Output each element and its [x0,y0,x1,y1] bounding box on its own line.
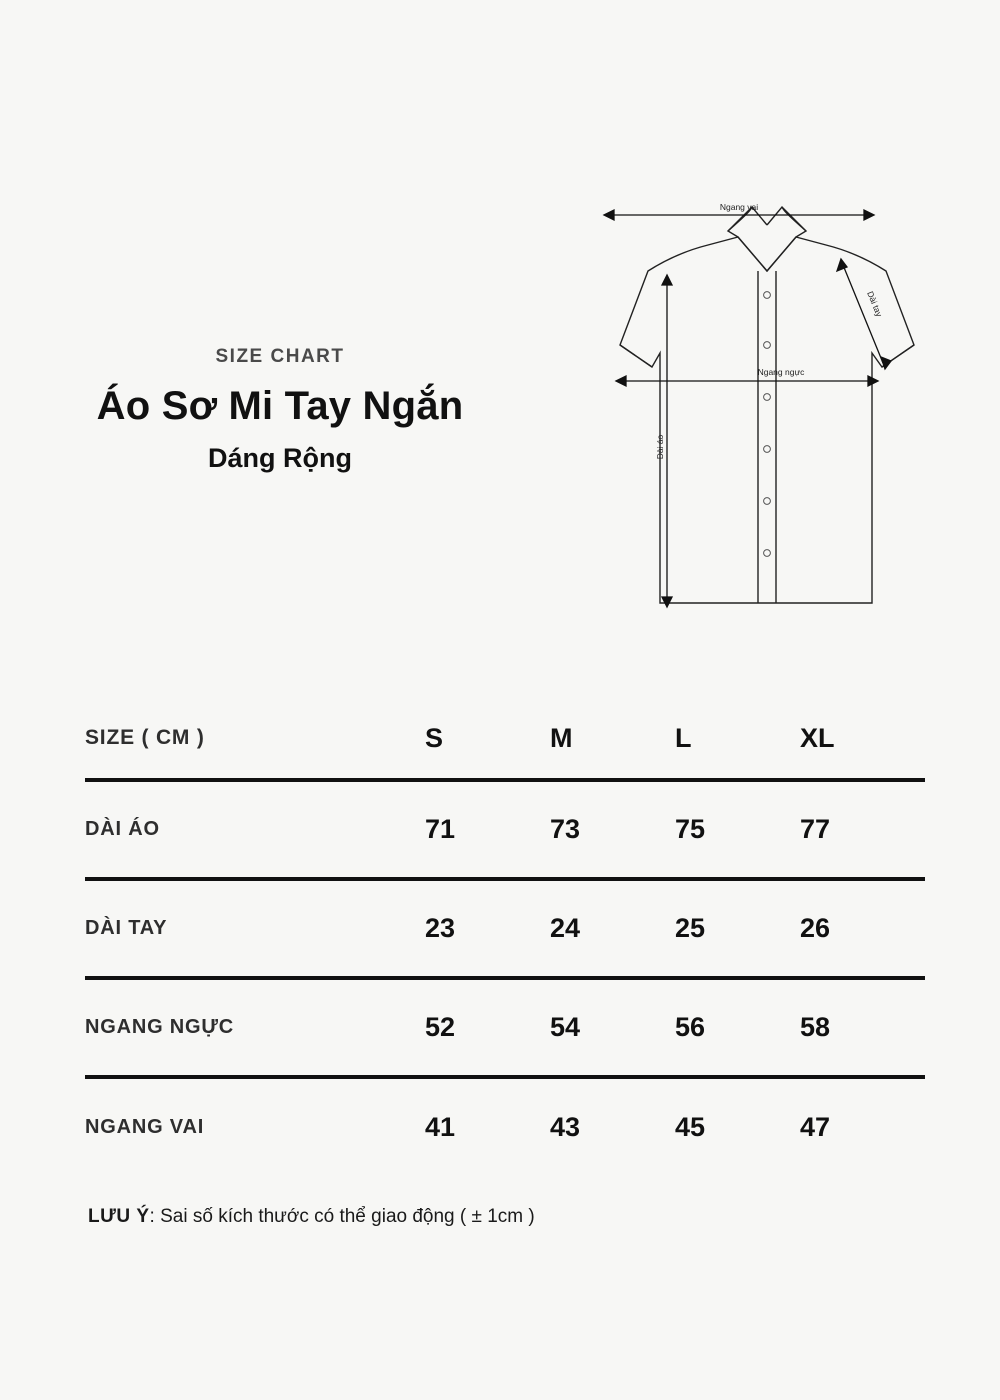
note-text [88,1206,535,1228]
diagram-label-length: Dài áo [655,434,665,460]
table-row [85,1077,925,1176]
note-prefix: LƯU Ý [88,1206,150,1227]
table-header-row [85,712,925,780]
row-label-ngang-vai: NGANG VAI [85,1116,205,1138]
shirt-diagram [600,185,940,635]
note-body: : Sai số kích thước có thể giao động ( ± 1cm ) [149,1206,535,1227]
cell-dai-ao-m: 73 [550,780,675,879]
cell-ngang-nguc-l: 56 [675,978,800,1077]
header-size-m: M [550,712,675,780]
header-size-l: L [675,712,800,780]
size-table [85,712,925,1176]
chart-header [0,190,560,630]
table-row [85,879,925,978]
cell-ngang-nguc-xl: 58 [800,978,925,1077]
page-title: Áo Sơ Mi Tay Ngắn [96,384,464,428]
row-label-dai-ao: DÀI ÁO [85,780,425,879]
header-size-s: S [425,712,550,780]
table-row [85,780,925,879]
row-label-ngang-nguc: NGANG NGỰC [85,978,425,1077]
cell-ngang-nguc-m: 54 [550,978,675,1077]
cell-dai-tay-l: 25 [675,879,800,978]
page-subtitle: Dáng Rộng [208,443,352,473]
cell-dai-ao-l: 75 [675,780,800,879]
eyebrow-label: SIZE CHART [215,346,345,367]
cell-ngang-nguc-s: 52 [425,978,550,1077]
cell-ngang-vai-s: 41 [425,1112,456,1142]
row-label-dai-tay: DÀI TAY [85,879,425,978]
cell-ngang-vai-xl: 47 [800,1112,831,1142]
cell-dai-ao-xl: 77 [800,780,925,879]
diagram-label-shoulder: Ngang vai [719,202,759,212]
diagram-label-chest: Ngang ngực [757,367,805,377]
cell-ngang-vai-l: 45 [675,1112,706,1142]
header-size-xl: XL [800,712,925,780]
cell-dai-tay-m: 24 [550,879,675,978]
cell-ngang-vai-m: 43 [550,1112,581,1142]
cell-dai-tay-s: 23 [425,879,550,978]
table-row [85,978,925,1077]
cell-dai-tay-xl: 26 [800,879,925,978]
size-table-container [85,712,925,1176]
cell-dai-ao-s: 71 [425,780,550,879]
header-size-cm: SIZE ( CM ) [85,712,425,780]
diagram-label-sleeve: Dài tay [865,289,885,319]
